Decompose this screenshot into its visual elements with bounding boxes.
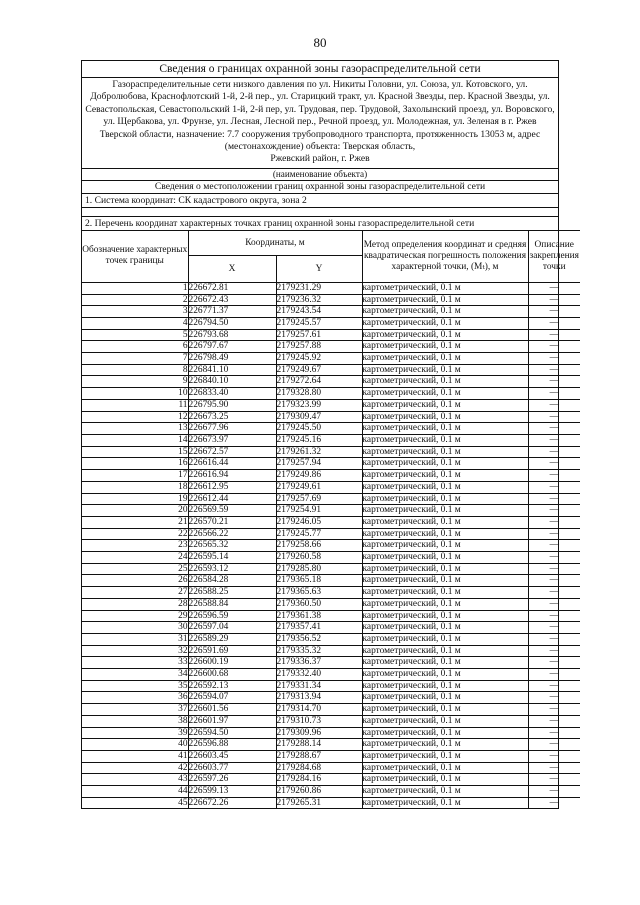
coord-y: 2179258.66 xyxy=(276,540,362,552)
header-y: Y xyxy=(276,255,362,282)
mark-cell: — xyxy=(528,598,580,610)
point-number: 22 xyxy=(82,528,188,540)
point-number: 36 xyxy=(82,692,188,704)
table-row xyxy=(82,633,580,645)
coord-x: 226672.57 xyxy=(188,446,276,458)
header-x: X xyxy=(188,255,276,282)
point-number: 1 xyxy=(82,282,188,294)
point-number: 17 xyxy=(82,470,188,482)
method-cell: картометрический, 0.1 м xyxy=(362,750,528,762)
mark-cell: — xyxy=(528,563,580,575)
coord-x: 226597.26 xyxy=(188,774,276,786)
object-location: Ржевский район, г. Ржев xyxy=(270,153,370,165)
point-number: 5 xyxy=(82,329,188,341)
coord-y: 2179356.52 xyxy=(276,633,362,645)
coord-y: 2179231.29 xyxy=(276,282,362,294)
coord-x: 226569.59 xyxy=(188,505,276,517)
coord-y: 2179246.05 xyxy=(276,516,362,528)
point-number: 8 xyxy=(82,364,188,376)
point-number: 42 xyxy=(82,762,188,774)
mark-cell: — xyxy=(528,669,580,681)
table-row xyxy=(82,797,580,808)
coord-x: 226616.94 xyxy=(188,470,276,482)
table-row xyxy=(82,423,580,435)
method-cell: картометрический, 0.1 м xyxy=(362,669,528,681)
table-row xyxy=(82,294,580,306)
table-row xyxy=(82,493,580,505)
coord-x: 226594.07 xyxy=(188,692,276,704)
mark-cell: — xyxy=(528,388,580,400)
mark-cell: — xyxy=(528,282,580,294)
table-row xyxy=(82,505,580,517)
mark-cell: — xyxy=(528,446,580,458)
mark-cell: — xyxy=(528,633,580,645)
coord-y: 2179357.41 xyxy=(276,622,362,634)
method-cell: картометрический, 0.1 м xyxy=(362,388,528,400)
point-number: 25 xyxy=(82,563,188,575)
table-row xyxy=(82,411,580,423)
table-row xyxy=(82,739,580,751)
coord-y: 2179332.40 xyxy=(276,669,362,681)
method-cell: картометрический, 0.1 м xyxy=(362,399,528,411)
point-number: 34 xyxy=(82,669,188,681)
coord-y: 2179323.99 xyxy=(276,399,362,411)
mark-cell: — xyxy=(528,797,580,808)
coord-x: 226793.68 xyxy=(188,329,276,341)
method-cell: картометрический, 0.1 м xyxy=(362,317,528,329)
point-number: 45 xyxy=(82,797,188,808)
coord-y: 2179261.32 xyxy=(276,446,362,458)
point-number: 9 xyxy=(82,376,188,388)
header-method: Метод определения координат и средняя квадратическая погрешность положения характерной точки, (Mₜ), м xyxy=(362,230,528,282)
table-row xyxy=(82,622,580,634)
coord-x: 226595.14 xyxy=(188,552,276,564)
mark-cell: — xyxy=(528,505,580,517)
point-number: 41 xyxy=(82,750,188,762)
method-cell: картометрический, 0.1 м xyxy=(362,540,528,552)
method-cell: картометрический, 0.1 м xyxy=(362,458,528,470)
coord-y: 2179245.92 xyxy=(276,353,362,365)
mark-cell: — xyxy=(528,423,580,435)
method-cell: картометрический, 0.1 м xyxy=(362,294,528,306)
method-cell: картометрический, 0.1 м xyxy=(362,528,528,540)
point-number: 24 xyxy=(82,552,188,564)
point-number: 33 xyxy=(82,657,188,669)
coord-x: 226612.44 xyxy=(188,493,276,505)
method-cell: картометрический, 0.1 м xyxy=(362,329,528,341)
point-number: 4 xyxy=(82,317,188,329)
coord-x: 226616.44 xyxy=(188,458,276,470)
table-row xyxy=(82,481,580,493)
coord-x: 226566.22 xyxy=(188,528,276,540)
coord-x: 226797.67 xyxy=(188,341,276,353)
point-number: 16 xyxy=(82,458,188,470)
table-row xyxy=(82,458,580,470)
table-row xyxy=(82,786,580,798)
mark-cell: — xyxy=(528,434,580,446)
coord-x: 226798.49 xyxy=(188,353,276,365)
coord-y: 2179245.77 xyxy=(276,528,362,540)
boundary-info-frame xyxy=(81,60,579,809)
mark-cell: — xyxy=(528,587,580,599)
coord-x: 226597.04 xyxy=(188,622,276,634)
mark-cell: — xyxy=(528,692,580,704)
mark-cell: — xyxy=(528,680,580,692)
table-row xyxy=(82,341,580,353)
method-cell: картометрический, 0.1 м xyxy=(362,762,528,774)
coord-x: 226584.28 xyxy=(188,575,276,587)
table-row xyxy=(82,306,580,318)
coord-y: 2179257.88 xyxy=(276,341,362,353)
coord-x: 226833.40 xyxy=(188,388,276,400)
point-number: 6 xyxy=(82,341,188,353)
table-row xyxy=(82,704,580,716)
mark-cell: — xyxy=(528,645,580,657)
method-cell: картометрический, 0.1 м xyxy=(362,704,528,716)
point-number: 20 xyxy=(82,505,188,517)
coord-x: 226673.97 xyxy=(188,434,276,446)
method-cell: картометрический, 0.1 м xyxy=(362,715,528,727)
point-number: 14 xyxy=(82,434,188,446)
point-number: 18 xyxy=(82,481,188,493)
coordinate-system-line: 1. Система координат: СК кадастрового округа, зона 2 xyxy=(82,194,558,208)
coord-y: 2179249.61 xyxy=(276,481,362,493)
object-name: Газораспределительные сети низкого давления по ул. Никиты Головни, ул. Союза, ул. Котовского, ул. Добролюбова, Краснофлотский 1-й, 2-й пер., ул. Старицкий тракт, ул. Красной Звезды, пер. Красной Звезды, ул. Севастопольская, Севастопольский 1-й, 2-й пер, ул. Трудовая, пер. Трудовой, Захолынский проезд, ул. Воровского, ул. Щербакова, ул. Фрунзе, ул. Лесная, Лесной пер., Речной проезд, ул. Молодежная, ул. Зеленая в г. Ржев Тверской области, назначение: 7.7 сооружения трубопроводного транспорта, протяженность 13053 м, адрес (местонахождение) объекта: Тверская область, xyxy=(85,79,555,153)
table-row xyxy=(82,715,580,727)
spacer-row xyxy=(82,208,558,217)
table-row xyxy=(82,774,580,786)
point-number: 11 xyxy=(82,399,188,411)
table-row xyxy=(82,692,580,704)
coord-y: 2179285.80 xyxy=(276,563,362,575)
mark-cell: — xyxy=(528,516,580,528)
mark-cell: — xyxy=(528,458,580,470)
method-cell: картометрический, 0.1 м xyxy=(362,645,528,657)
coord-x: 226601.97 xyxy=(188,715,276,727)
coord-x: 226594.50 xyxy=(188,727,276,739)
method-cell: картометрический, 0.1 м xyxy=(362,353,528,365)
method-cell: картометрический, 0.1 м xyxy=(362,341,528,353)
coord-x: 226589.29 xyxy=(188,633,276,645)
coord-y: 2179309.96 xyxy=(276,727,362,739)
method-cell: картометрический, 0.1 м xyxy=(362,364,528,376)
table-row xyxy=(82,598,580,610)
coord-y: 2179331.34 xyxy=(276,680,362,692)
method-cell: картометрический, 0.1 м xyxy=(362,493,528,505)
coord-y: 2179360.50 xyxy=(276,598,362,610)
table-row xyxy=(82,376,580,388)
mark-cell: — xyxy=(528,540,580,552)
mark-cell: — xyxy=(528,411,580,423)
coord-x: 226794.50 xyxy=(188,317,276,329)
header-mark: Описание закрепления точки xyxy=(528,230,580,282)
mark-cell: — xyxy=(528,317,580,329)
table-row xyxy=(82,516,580,528)
coord-y: 2179284.16 xyxy=(276,774,362,786)
mark-cell: — xyxy=(528,704,580,716)
table-row xyxy=(82,282,580,294)
mark-cell: — xyxy=(528,528,580,540)
point-number: 19 xyxy=(82,493,188,505)
mark-cell: — xyxy=(528,657,580,669)
coord-y: 2179272.64 xyxy=(276,376,362,388)
coord-x: 226601.56 xyxy=(188,704,276,716)
method-cell: картометрический, 0.1 м xyxy=(362,552,528,564)
mark-cell: — xyxy=(528,364,580,376)
coord-x: 226591.69 xyxy=(188,645,276,657)
mark-cell: — xyxy=(528,610,580,622)
mark-cell: — xyxy=(528,306,580,318)
table-row xyxy=(82,329,580,341)
coord-y: 2179245.57 xyxy=(276,317,362,329)
table-row xyxy=(82,610,580,622)
mark-cell: — xyxy=(528,341,580,353)
point-number: 15 xyxy=(82,446,188,458)
coord-y: 2179365.18 xyxy=(276,575,362,587)
coord-y: 2179260.86 xyxy=(276,786,362,798)
method-cell: картометрический, 0.1 м xyxy=(362,505,528,517)
method-cell: картометрический, 0.1 м xyxy=(362,598,528,610)
mark-cell: — xyxy=(528,727,580,739)
point-number: 21 xyxy=(82,516,188,528)
method-cell: картометрический, 0.1 м xyxy=(362,610,528,622)
point-number: 27 xyxy=(82,587,188,599)
method-cell: картометрический, 0.1 м xyxy=(362,680,528,692)
coord-x: 226599.13 xyxy=(188,786,276,798)
coord-y: 2179361.38 xyxy=(276,610,362,622)
method-cell: картометрический, 0.1 м xyxy=(362,797,528,808)
coord-x: 226603.77 xyxy=(188,762,276,774)
coord-x: 226672.81 xyxy=(188,282,276,294)
coord-y: 2179328.80 xyxy=(276,388,362,400)
point-number: 13 xyxy=(82,423,188,435)
table-row xyxy=(82,388,580,400)
page-number: 80 xyxy=(313,35,327,50)
table-row xyxy=(82,727,580,739)
mark-cell: — xyxy=(528,774,580,786)
coord-x: 226672.26 xyxy=(188,797,276,808)
coord-y: 2179249.67 xyxy=(276,364,362,376)
coord-x: 226840.10 xyxy=(188,376,276,388)
mark-cell: — xyxy=(528,715,580,727)
point-number: 29 xyxy=(82,610,188,622)
mark-cell: — xyxy=(528,399,580,411)
point-number: 38 xyxy=(82,715,188,727)
mark-cell: — xyxy=(528,329,580,341)
point-number: 32 xyxy=(82,645,188,657)
method-cell: картометрический, 0.1 м xyxy=(362,575,528,587)
method-cell: картометрический, 0.1 м xyxy=(362,587,528,599)
point-number: 39 xyxy=(82,727,188,739)
point-number: 12 xyxy=(82,411,188,423)
table-row xyxy=(82,317,580,329)
mark-cell: — xyxy=(528,622,580,634)
mark-cell: — xyxy=(528,575,580,587)
points-list-title: 2. Перечень координат характерных точках границ охранной зоны газораспределительной сети xyxy=(85,217,475,229)
header-point: Обозначение характерных точек границы xyxy=(82,230,188,282)
mark-cell: — xyxy=(528,750,580,762)
method-cell: картометрический, 0.1 м xyxy=(362,657,528,669)
point-number: 30 xyxy=(82,622,188,634)
method-cell: картометрический, 0.1 м xyxy=(362,446,528,458)
point-number: 2 xyxy=(82,294,188,306)
table-row xyxy=(82,563,580,575)
coord-x: 226570.21 xyxy=(188,516,276,528)
table-row xyxy=(82,353,580,365)
point-number: 3 xyxy=(82,306,188,318)
point-number: 31 xyxy=(82,633,188,645)
coord-y: 2179265.31 xyxy=(276,797,362,808)
table-row xyxy=(82,657,580,669)
coord-x: 226596.59 xyxy=(188,610,276,622)
table-row xyxy=(82,552,580,564)
coord-x: 226612.95 xyxy=(188,481,276,493)
mark-cell: — xyxy=(528,470,580,482)
mark-cell: — xyxy=(528,739,580,751)
coord-x: 226677.96 xyxy=(188,423,276,435)
mark-cell: — xyxy=(528,762,580,774)
coord-x: 226600.19 xyxy=(188,657,276,669)
method-cell: картометрический, 0.1 м xyxy=(362,411,528,423)
coord-x: 226795.90 xyxy=(188,399,276,411)
method-cell: картометрический, 0.1 м xyxy=(362,470,528,482)
method-cell: картометрический, 0.1 м xyxy=(362,481,528,493)
point-number: 44 xyxy=(82,786,188,798)
table-row xyxy=(82,470,580,482)
coord-y: 2179335.32 xyxy=(276,645,362,657)
point-number: 26 xyxy=(82,575,188,587)
coord-x: 226600.68 xyxy=(188,669,276,681)
point-number: 43 xyxy=(82,774,188,786)
coord-y: 2179245.50 xyxy=(276,423,362,435)
table-row xyxy=(82,645,580,657)
point-number: 35 xyxy=(82,680,188,692)
method-cell: картометрический, 0.1 м xyxy=(362,727,528,739)
object-description xyxy=(82,78,558,169)
mark-cell: — xyxy=(528,376,580,388)
table-row xyxy=(82,762,580,774)
coord-x: 226596.88 xyxy=(188,739,276,751)
table-row xyxy=(82,434,580,446)
coord-x: 226565.32 xyxy=(188,540,276,552)
point-number: 28 xyxy=(82,598,188,610)
table-row xyxy=(82,446,580,458)
coord-y: 2179365.63 xyxy=(276,587,362,599)
mark-cell: — xyxy=(528,552,580,564)
coord-y: 2179257.94 xyxy=(276,458,362,470)
coordinates-table xyxy=(82,230,580,809)
point-number: 7 xyxy=(82,353,188,365)
coord-y: 2179288.67 xyxy=(276,750,362,762)
method-cell: картометрический, 0.1 м xyxy=(362,786,528,798)
method-cell: картометрический, 0.1 м xyxy=(362,282,528,294)
coord-y: 2179310.73 xyxy=(276,715,362,727)
table-row xyxy=(82,528,580,540)
mark-cell: — xyxy=(528,786,580,798)
location-section-title: Сведения о местоположении границ охранной зоны газораспределительной сети xyxy=(82,181,558,194)
coord-x: 226841.10 xyxy=(188,364,276,376)
method-cell: картометрический, 0.1 м xyxy=(362,306,528,318)
method-cell: картометрический, 0.1 м xyxy=(362,516,528,528)
method-cell: картометрический, 0.1 м xyxy=(362,633,528,645)
method-cell: картометрический, 0.1 м xyxy=(362,622,528,634)
table-row xyxy=(82,587,580,599)
table-row xyxy=(82,669,580,681)
table-row xyxy=(82,575,580,587)
coord-y: 2179254.91 xyxy=(276,505,362,517)
table-row xyxy=(82,399,580,411)
table-row xyxy=(82,750,580,762)
coordinates-table-body xyxy=(82,282,580,808)
method-cell: картометрический, 0.1 м xyxy=(362,423,528,435)
point-number: 40 xyxy=(82,739,188,751)
mark-cell: — xyxy=(528,493,580,505)
point-number: 37 xyxy=(82,704,188,716)
coord-y: 2179245.16 xyxy=(276,434,362,446)
coord-x: 226673.25 xyxy=(188,411,276,423)
coord-y: 2179257.69 xyxy=(276,493,362,505)
table-row xyxy=(82,680,580,692)
point-number: 23 xyxy=(82,540,188,552)
coord-x: 226588.25 xyxy=(188,587,276,599)
coord-x: 226588.84 xyxy=(188,598,276,610)
object-caption: (наименование объекта) xyxy=(82,169,558,181)
table-row xyxy=(82,364,580,376)
header-coords: Координаты, м xyxy=(188,230,362,255)
mark-cell: — xyxy=(528,481,580,493)
coord-y: 2179257.61 xyxy=(276,329,362,341)
coord-y: 2179243.54 xyxy=(276,306,362,318)
table-row xyxy=(82,540,580,552)
mark-cell: — xyxy=(528,353,580,365)
coord-y: 2179260.58 xyxy=(276,552,362,564)
method-cell: картометрический, 0.1 м xyxy=(362,774,528,786)
coord-y: 2179249.86 xyxy=(276,470,362,482)
coord-x: 226592.13 xyxy=(188,680,276,692)
method-cell: картометрический, 0.1 м xyxy=(362,739,528,751)
method-cell: картометрический, 0.1 м xyxy=(362,376,528,388)
coord-x: 226672.43 xyxy=(188,294,276,306)
method-cell: картометрический, 0.1 м xyxy=(362,692,528,704)
mark-cell: — xyxy=(528,294,580,306)
coord-x: 226771.37 xyxy=(188,306,276,318)
coord-y: 2179236.32 xyxy=(276,294,362,306)
coord-y: 2179336.37 xyxy=(276,657,362,669)
method-cell: картометрический, 0.1 м xyxy=(362,563,528,575)
coord-x: 226593.12 xyxy=(188,563,276,575)
coord-y: 2179309.47 xyxy=(276,411,362,423)
coord-y: 2179288.14 xyxy=(276,739,362,751)
coord-y: 2179284.68 xyxy=(276,762,362,774)
document-title: Сведения о границах охранной зоны газораспределительной сети xyxy=(82,61,558,78)
point-number: 10 xyxy=(82,388,188,400)
coord-x: 226603.45 xyxy=(188,750,276,762)
coord-y: 2179314.70 xyxy=(276,704,362,716)
coord-y: 2179313.94 xyxy=(276,692,362,704)
method-cell: картометрический, 0.1 м xyxy=(362,434,528,446)
